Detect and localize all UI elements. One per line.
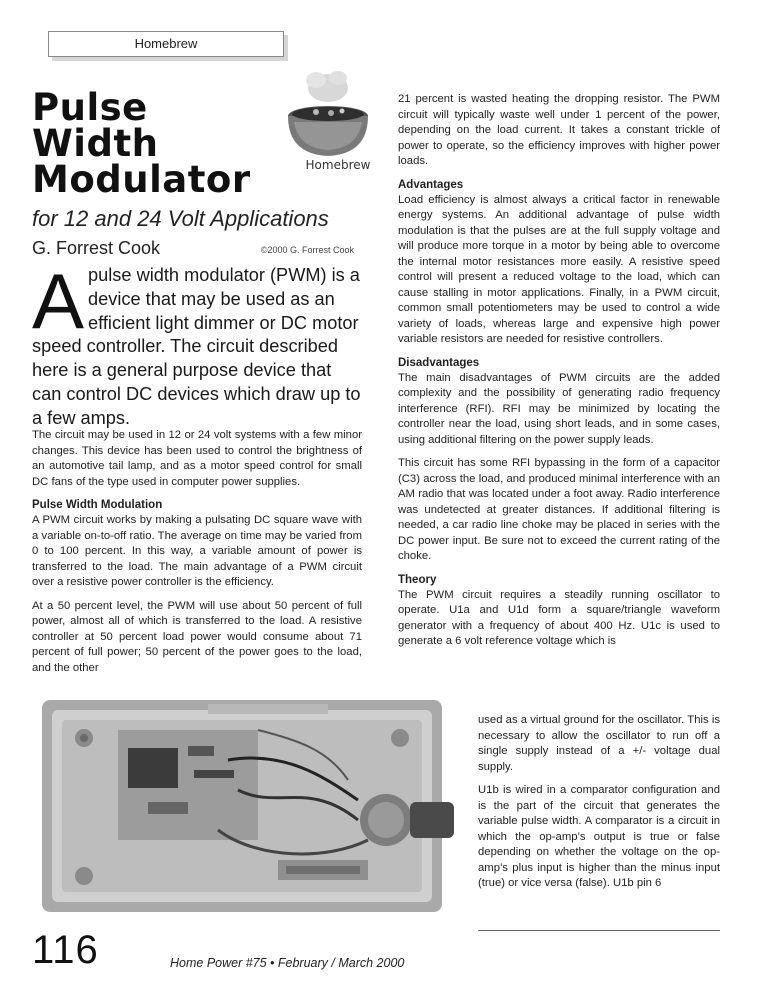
author-name: G. Forrest Cook: [32, 238, 161, 258]
heading-pwm: Pulse Width Modulation: [32, 499, 163, 511]
right-paragraph-3: The main disadvantages of PWM circuits are the added complexity and the possibility of generating radio frequency interference (RFI). RFI may be minimized by locating the controller near the load, using short leads, and in some cases, using additional filtering on the power supply leads.: [398, 371, 720, 446]
section-tab: Homebrew: [48, 31, 284, 57]
left-paragraph-2: A PWM circuit works by making a pulsating DC square wave with a variable on-to-off ratio. The average on time may be varied from 0 to 100 percent. In this way, a variable amount of power is transferred to the load. The main advantage of a PWM circuit over a resistive power controller is the efficiency.: [32, 514, 362, 588]
left-paragraph-1: The circuit may be used in 12 or 24 volt systems with a few minor changes. This device has been used to control the brightness of an automotive tail lamp, and as a motor speed control for small DC fans of the type used in computer power supplies.: [32, 429, 362, 488]
title-line-1: Pulse: [32, 86, 148, 129]
left-paragraph-3: At a 50 percent level, the PWM will use about 50 percent of full power, almost all of which is transferred to the load. A resistive controller at 50 percent load power would consume about 71 percent of full power; 50 percent of the power goes to the load, and the other: [32, 599, 362, 674]
narrow-paragraph-2: U1b is wired in a comparator configuration and is the part of the circuit that generates the variable pulse width. A comparator is a circuit in which the op-amp’s output is true or false depending on whether the voltage on the op-amp’s plus input is higher than the minus input (true) or vice versa (false). U1b pin 6: [478, 784, 720, 889]
drop-cap: A: [32, 257, 85, 345]
article-subtitle: for 12 and 24 Volt Applications: [32, 206, 329, 231]
intro-text: pulse width modulator (PWM) is a device that may be used as an efficient light dimmer or DC motor speed controller. The circuit described here is a general purpose device that can control DC devices which draw up to a few amps.: [32, 265, 361, 428]
title-line-3: Modulator: [32, 158, 251, 201]
heading-disadvantages: Disadvantages: [398, 356, 480, 369]
page-footer: Home Power #75 • February / March 2000: [170, 956, 405, 970]
heading-theory: Theory: [398, 573, 437, 586]
narrow-paragraph-1: used as a virtual ground for the oscillator. This is necessary to allow the oscillator to run off a single supply instead of a +/- voltage dual supply.: [478, 714, 720, 773]
homebrew-pot-icon: [276, 68, 380, 172]
right-paragraph-5: The PWM circuit requires a steadily running oscillator to operate. U1a and U1d form a square/triangle waveform generator with a frequency of about 400 Hz. U1c is used to generate a 6 volt reference voltage which is: [398, 588, 720, 647]
right-column: [398, 92, 720, 658]
title-line-2: Width: [32, 122, 159, 165]
pot-caption: Homebrew: [305, 158, 371, 172]
right-paragraph-2: Load efficiency is almost always a critical factor in renewable energy systems. An additional advantage of pulse width modulation is that the pulses are at the full supply voltage and will produce more torque in a motor by being able to overcome the internal motor resistances more easily. A resistive speed control will present a reduced voltage to the load, which can cause stalling in motor applications. Finally, in a PWM circuit, common small potentiometers may be used to control a wide variety of loads, whereas large and expensive high power variable resistors are needed for resistive controllers.: [398, 193, 720, 345]
heading-advantages: Advantages: [398, 178, 464, 191]
copyright-notice: ©2000 G. Forrest Cook: [260, 245, 354, 255]
left-column: [32, 428, 362, 684]
right-narrow-column: [478, 713, 720, 900]
right-paragraph-4: This circuit has some RFI bypassing in the form of a capacitor (C3) across the load, and produced minimal interference with an AM radio that was located under a foot away. Radio interference was undetected at greater distances. If additional filtering is needed, a car radio line choke may be placed in series with the DC power input. Be sure not to exceed the current rating of the choke.: [398, 457, 720, 562]
right-paragraph-1: 21 percent is wasted heating the dropping resistor. The PWM circuit will typically waste well under 1 percent of the power, depending on the load current. It takes a constant trickle of power to operate, so the efficiency improves with higher power loads.: [398, 93, 720, 167]
intro-paragraph: [32, 257, 362, 431]
column-rule: [478, 930, 720, 931]
article-title: [32, 86, 292, 201]
circuit-photo: [28, 690, 468, 920]
page-number: 116: [32, 928, 99, 972]
